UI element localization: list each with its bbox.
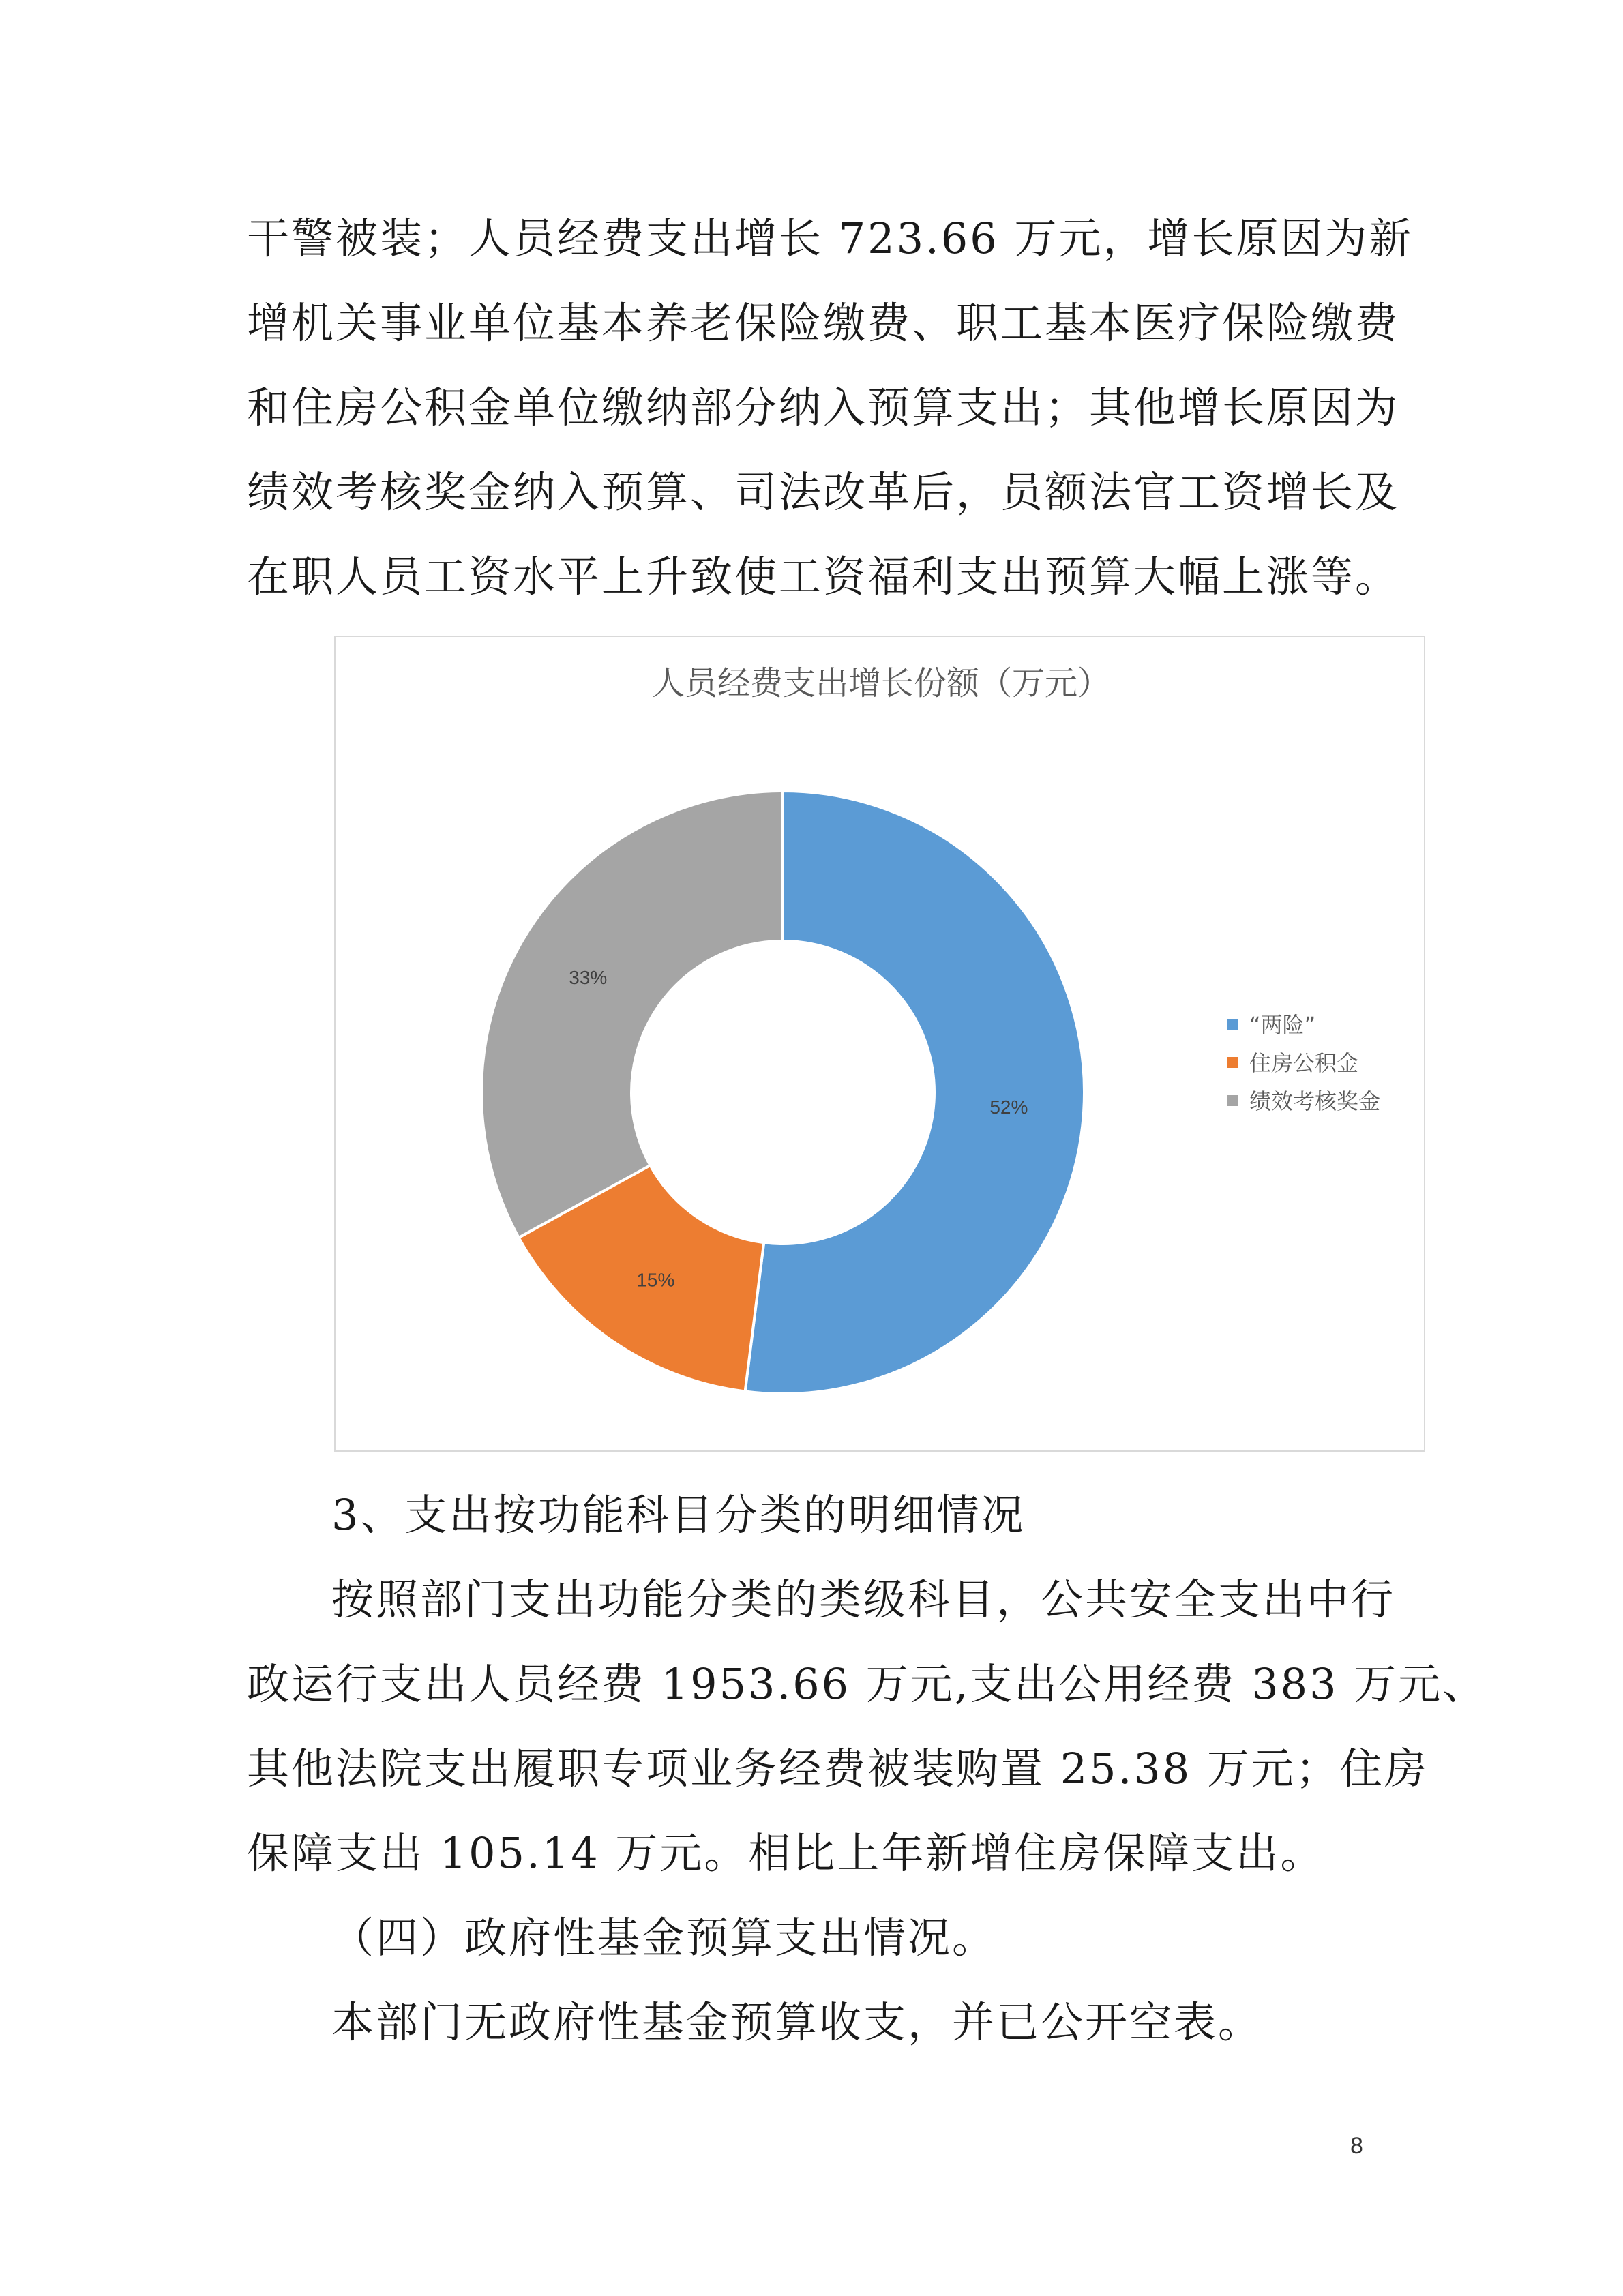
chart-legend <box>1227 1012 1380 1114</box>
chart-slice <box>481 791 783 1238</box>
chart-title: 人员经费支出增长份额（万元） <box>651 664 1111 702</box>
paragraph-line: 增机关事业单位基本养老保险缴费、职工基本医疗保险缴费 <box>247 298 1400 348</box>
legend-swatch <box>1227 1095 1238 1106</box>
legend-label: 绩效考核奖金 <box>1249 1088 1381 1114</box>
paragraph-line: 本部门无政府性基金预算收支，并已公开空表。 <box>331 1997 1263 2047</box>
legend-label: 住房公积金 <box>1249 1050 1359 1076</box>
paragraph-line: 按照部门支出功能分类的类级科目，公共安全支出中行 <box>331 1575 1396 1624</box>
chart-slice <box>745 791 1084 1394</box>
paragraph-line: 和住房公积金单位缴纳部分纳入预算支出；其他增长原因为 <box>247 383 1400 432</box>
legend-label: “两险” <box>1249 1012 1316 1038</box>
chart-slices <box>481 791 1084 1394</box>
section-3 <box>247 1473 1487 1896</box>
paragraph-line: 干警被装；人员经费支出增长 723.66 万元，增长原因为新 <box>247 213 1414 263</box>
section-4 <box>247 1896 1379 2065</box>
section-heading: 3、支出按功能科目分类的明细情况 <box>331 1490 1026 1540</box>
slice-data-label: 15% <box>636 1269 675 1291</box>
paragraph-line: 在职人员工资水平上升致使工资福利支出预算大幅上涨等。 <box>247 552 1400 601</box>
paragraph-line: 保障支出 105.14 万元。相比上年新增住房保障支出。 <box>247 1828 1325 1878</box>
section-heading: （四）政府性基金预算支出情况。 <box>331 1913 997 1963</box>
chart-canvas <box>336 637 1427 1453</box>
paragraph-line: 绩效考核奖金纳入预算、司法改革后，员额法官工资增长及 <box>247 467 1400 517</box>
doughnut-chart <box>334 636 1425 1452</box>
slice-data-label: 33% <box>569 966 608 988</box>
legend-swatch <box>1227 1019 1238 1030</box>
paragraph-line: 政运行支出人员经费 1953.66 万元,支出公用经费 383 万元、 <box>247 1659 1487 1709</box>
page-number: 8 <box>1350 2133 1363 2159</box>
legend-swatch <box>1227 1057 1238 1068</box>
slice-data-label: 52% <box>989 1096 1028 1118</box>
paragraph-line: 其他法院支出履职专项业务经费被装购置 25.38 万元；住房 <box>247 1744 1429 1793</box>
paragraph-top <box>247 196 1414 619</box>
